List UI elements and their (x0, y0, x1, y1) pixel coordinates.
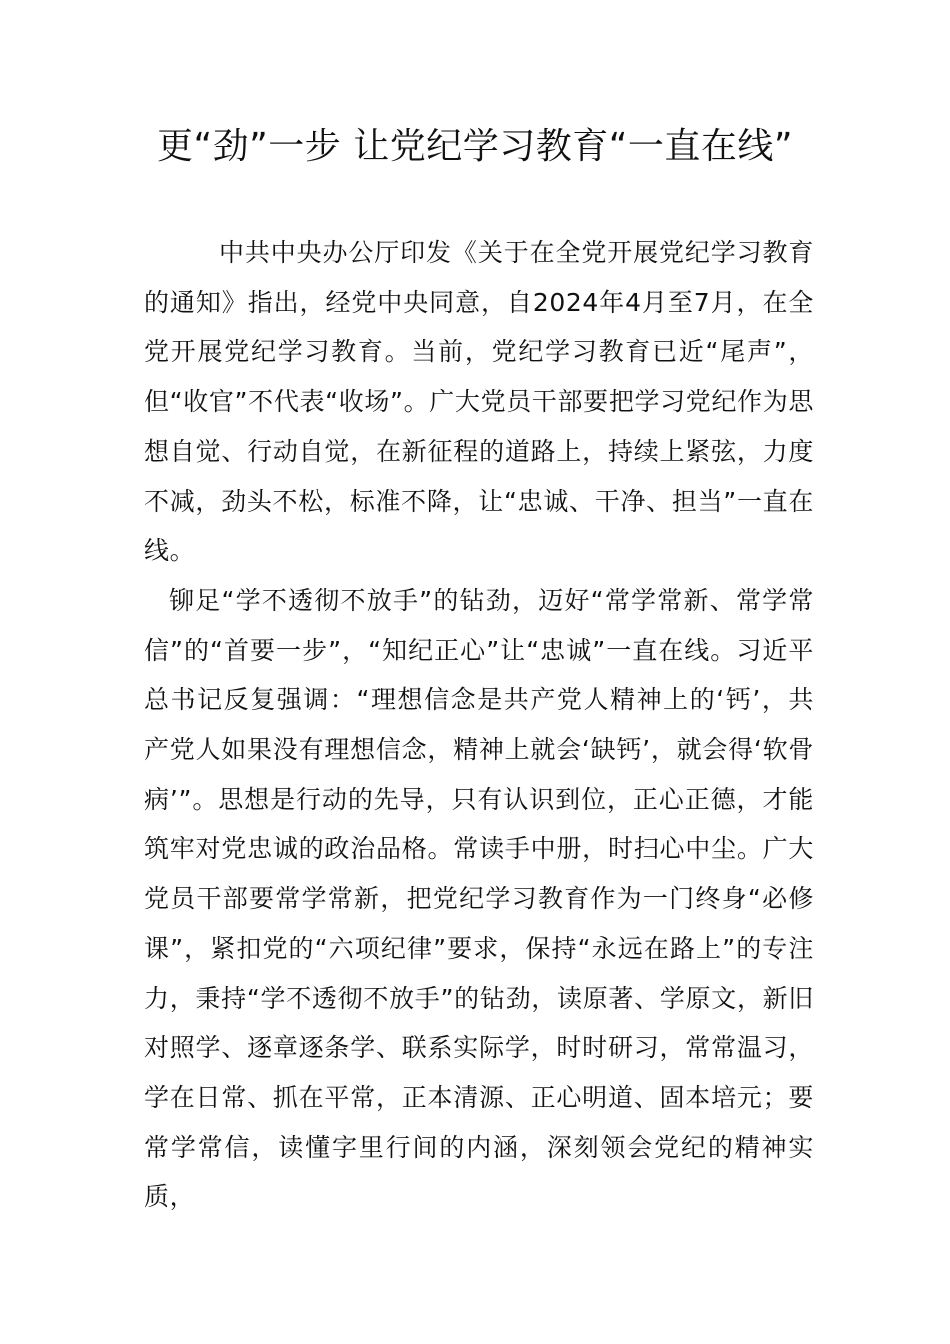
paragraph: 中共中央办公厅印发《关于在全党开展党纪学习教育的通知》指出，经党中央同意，自2024年4月至7月，在全党开展党纪学习教育。当前，党纪学习教育已近“尾声”，但“收官”不代表“收场”。广大党员干部要把学习党纪作为思想自觉、行动自觉，在新征程的道路上，持续上紧弦，力度不减，劲头不松，标准不降，让“忠诚、干净、担当”一直在线。 (144, 238, 814, 566)
paragraph: 铆足“学不透彻不放手”的钻劲，迈好“常学常新、常学常信”的“首要一步”，“知纪正心”让“忠诚”一直在线。习近平总书记反复强调：“理想信念是共产党人精神上的‘钙’，共产党人如果没有理想信念，精神上就会‘缺钙’，就会得‘软骨病’”。思想是行动的先导，只有认识到位，正心正德，才能筑牢对党忠诚的政治品格。常读手中册，时扫心中尘。广大党员干部要常学常新，把党纪学习教育作为一门终身“必修课”，紧扣党的“六项纪律”要求，保持“永远在路上”的专注力，秉持“学不透彻不放手”的钻劲，读原著、学原文，新旧对照学、逐章逐条学、联系实际学，时时研习，常常温习，学在日常、抓在平常，正本清源、正心明道、固本培元；要常学常信，读懂字里行间的内涵，深刻领会党纪的精神实质， (144, 585, 814, 1212)
document-title: 更“劲”一步 让党纪学习教育“一直在线” (156, 126, 794, 167)
document-body (144, 228, 814, 1222)
